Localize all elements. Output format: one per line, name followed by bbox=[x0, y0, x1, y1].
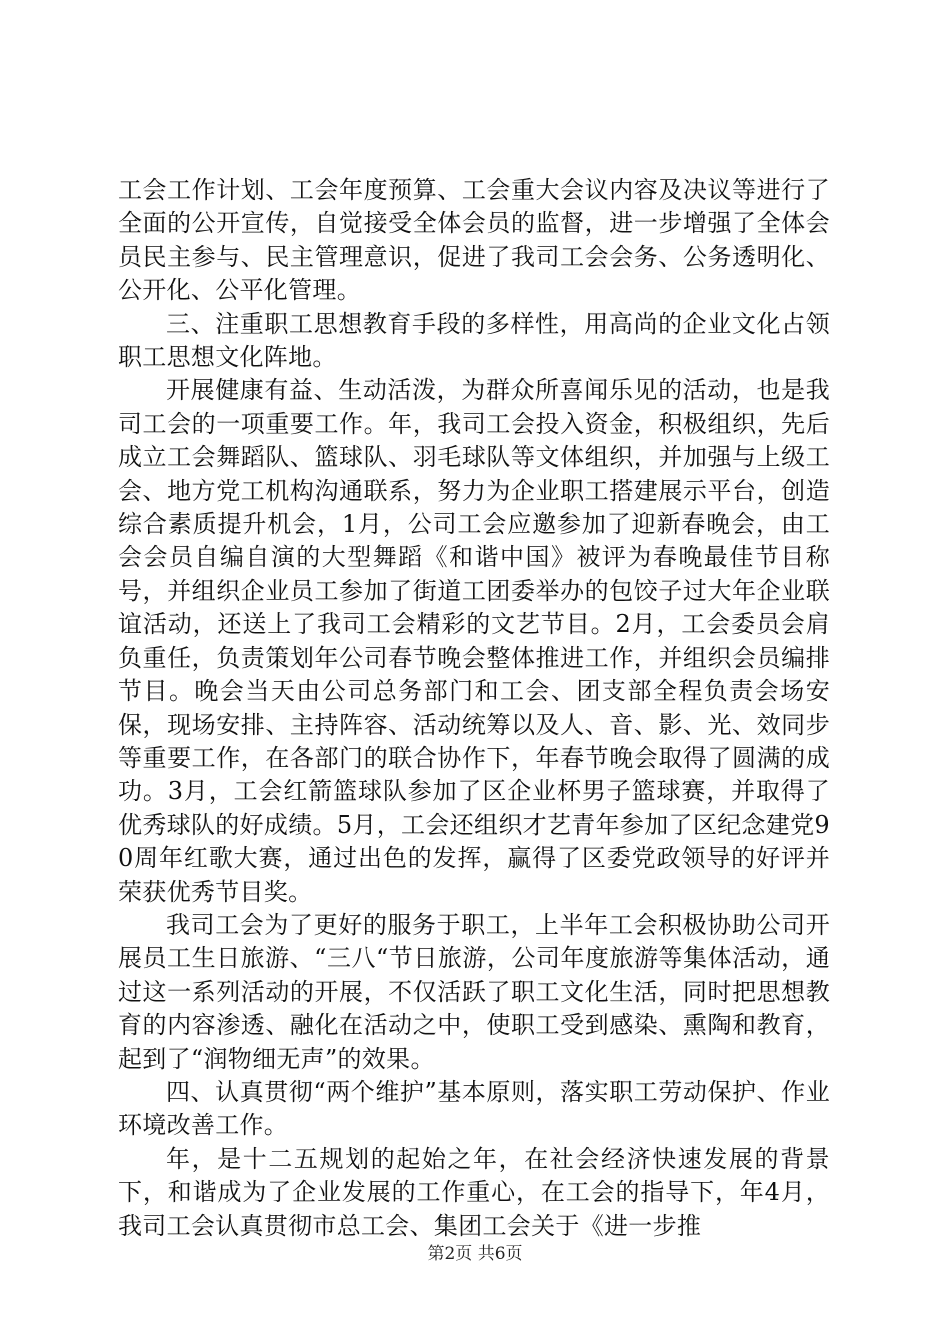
paragraph-2-heading: 三、注重职工思想教育手段的多样性，用高尚的企业文化占领职工思想文化阵地。 bbox=[118, 309, 830, 372]
paragraph-5-heading: 四、认真贯彻“两个维护”基本原则，落实职工劳动保护、作业环境改善工作。 bbox=[118, 1077, 830, 1140]
paragraph-6: 年，是十二五规划的起始之年，在社会经济快速发展的背景下，和谐成为了企业发展的工作重心，在工会的指导下，年4月，我司工会认真贯彻市总工会、集团工会关于《进一步推 bbox=[118, 1144, 830, 1240]
paragraph-1: 工会工作计划、工会年度预算、工会重大会议内容及决议等进行了全面的公开宣传，自觉接受全体会员的监督，进一步增强了全体会员民主参与、民主管理意识，促进了我司工会会务、公务透明化、公开化、公平化管理。 bbox=[118, 176, 830, 305]
paragraph-3: 开展健康有益、生动活泼，为群众所喜闻乐见的活动，也是我司工会的一项重要工作。年，我司工会投入资金，积极组织，先后成立工会舞蹈队、篮球队、羽毛球队等文体组织，并加强与上级工会、地方党工机构沟通联系，努力为企业职工搭建展示平台，创造综合素质提升机会，1月，公司工会应邀参加了迎新春晚会，由工会会员自编自演的大型舞蹈《和谐中国》被评为春晚最佳节目称号，并组织企业员工参加了街道工团委举办的包饺子过大年企业联谊活动，还送上了我司工会精彩的文艺节目。2月，工会委员会肩负重任，负责策划年公司春节晚会整体推进工作，并组织会员编排节目。晚会当天由公司总务部门和工会、团支部全程负责会场安保，现场安排、主持阵容、活动统筹以及人、音、影、光、效同步等重要工作，在各部门的联合协作下，年春节晚会取得了圆满的成功。3月，工会红箭篮球队参加了区企业杯男子篮球赛，并取得了优秀球队的好成绩。5月，工会还组织才艺青年参加了区纪念建党90周年红歌大赛，通过出色的发挥，赢得了区委党政领导的好评并荣获优秀节目奖。 bbox=[118, 376, 830, 906]
page-footer: 第2页 共6页 bbox=[427, 1244, 523, 1264]
body-text bbox=[118, 174, 830, 1243]
paragraph-4: 我司工会为了更好的服务于职工，上半年工会积极协助公司开展员工生日旅游、“三八“节日旅游，公司年度旅游等集体活动，通过这一系列活动的开展，不仅活跃了职工文化生活，同时把思想教育的内容渗透、融化在活动之中，使职工受到感染、熏陶和教育，起到了“润物细无声”的效果。 bbox=[118, 910, 830, 1073]
